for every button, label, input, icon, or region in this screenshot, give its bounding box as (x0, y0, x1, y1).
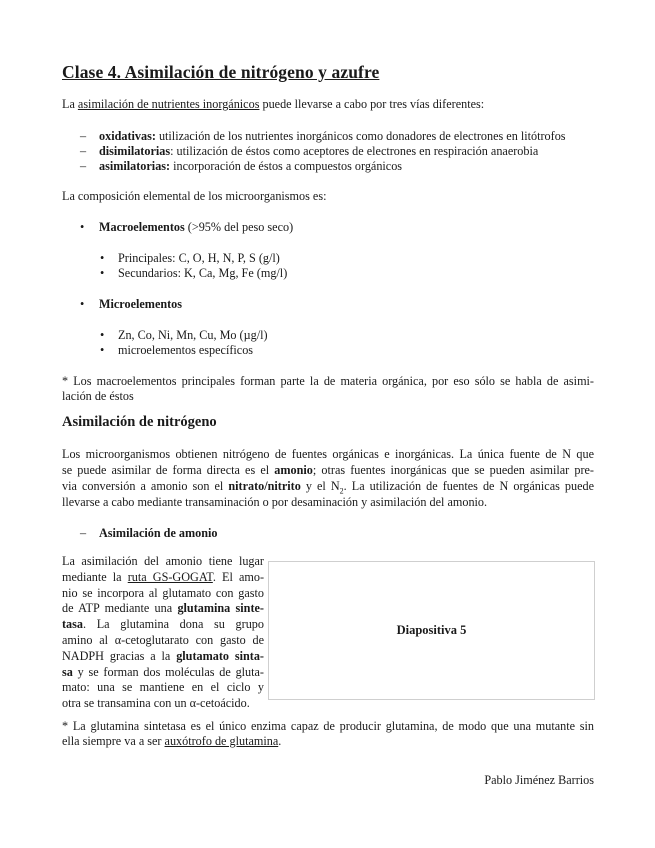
intro-link[interactable]: asimilación de nutrientes inorgánicos (77, 97, 260, 111)
paragraph-line: otra se transamina con un α-cetoácido. (62, 696, 250, 710)
intro-text-end: puede llevarse a cabo por tres vías diferentes: (259, 97, 485, 111)
subsection-heading: Asimilación de amonio (99, 526, 218, 540)
intro-text: La (62, 97, 78, 111)
text-span: . La utilización de fuentes de N orgánicas puede (343, 479, 595, 493)
text-span: se puede asimilar de forma directa es el (62, 463, 275, 477)
paragraph-line: llevarse a cabo mediante transaminación o por desaminación y asimilación del amonio. (62, 495, 488, 509)
text-span: . El amo- (212, 570, 264, 584)
macro-term: Macroelementos (99, 220, 185, 234)
bullet-marker: • (100, 251, 105, 265)
text-span: mediante la (62, 570, 128, 584)
paragraph-line: mato: una se mantiene en el ciclo y (62, 680, 264, 694)
note-line: * La glutamina sintetasa es el único enzima capaz de producir glutamina, de modo que una mutante sin (62, 719, 594, 733)
via-term: oxidativas: (99, 129, 156, 143)
paragraph-line (62, 600, 264, 616)
bullet-marker: • (100, 328, 105, 342)
list-item: microelementos específicos (118, 343, 254, 357)
bold-term: tasa (62, 617, 83, 631)
bullet-marker: • (100, 266, 105, 280)
list-item: Zn, Co, Ni, Mn, Cu, Mo (µg/l) (118, 328, 268, 342)
paragraph-line: nio se incorpora al glutamato con gasto (62, 586, 264, 600)
via-desc: utilización de los nutrientes inorgánicos como donadores de electrones en litótrofos (155, 129, 566, 143)
paragraph-line (62, 664, 264, 680)
paragraph-line: amino al α-cetoglutarato con gasto de (62, 633, 264, 647)
text-span: ; otras fuentes inorgánicas que se pueden asimilar pre- (312, 463, 594, 477)
bold-term: glutamato sinta- (176, 649, 264, 663)
via-desc: incorporación de éstos a compuestos orgánicos (170, 159, 403, 173)
page-title: Clase 4. Asimilación de nitrógeno y azufre (62, 62, 380, 82)
paragraph-line (62, 616, 264, 632)
author-name: Pablo Jiménez Barrios (484, 773, 594, 787)
via-term: disimilatorias (99, 144, 171, 158)
paragraph-line (62, 569, 264, 585)
list-item: Principales: C, O, H, N, P, S (g/l) (118, 251, 280, 265)
list-item: Secundarios: K, Ca, Mg, Fe (mg/l) (118, 266, 288, 280)
text-span: y el N (300, 479, 340, 493)
bullet-marker: • (80, 297, 85, 311)
bold-term: nitrato/nitrito (228, 479, 301, 493)
macro-desc: (>95% del peso seco) (184, 220, 294, 234)
dash-marker: – (80, 144, 87, 158)
note-line: * Los macroelementos principales forman parte la de materia orgánica, por eso sólo se habla de asimi- (62, 374, 594, 388)
dash-marker: – (80, 129, 87, 143)
note-line (62, 733, 281, 749)
auxotrofo-link[interactable]: auxótrofo de glutamina (164, 734, 279, 748)
paragraph-line: La asimilación del amonio tiene lugar (62, 554, 264, 568)
composition-text: La composición elemental de los microorganismos es: (62, 189, 327, 203)
text-span: NADPH gracias a la (62, 649, 177, 663)
bullet-marker: • (80, 220, 85, 234)
micro-heading: Microelementos (99, 297, 183, 311)
paragraph-line (62, 462, 594, 478)
slide-placeholder (268, 561, 595, 700)
bold-term: amonio (274, 463, 313, 477)
macro-heading (99, 219, 293, 235)
bullet-marker: • (100, 343, 105, 357)
text-span: . (278, 734, 282, 748)
dash-marker: – (80, 159, 87, 173)
bold-term: glutamina sinte- (177, 601, 264, 615)
text-span: y se forman dos moléculas de gluta- (72, 665, 264, 679)
subscript: 2 (339, 486, 344, 496)
note-line: lación de éstos (62, 389, 134, 403)
paragraph-line (62, 648, 264, 664)
section-heading: Asimilación de nitrógeno (62, 414, 217, 430)
slide-label: Diapositiva 5 (396, 623, 467, 637)
via-term: asimilatorias: (99, 159, 171, 173)
dash-marker: – (80, 526, 87, 540)
gs-gogat-link[interactable]: ruta GS-GOGAT (127, 570, 213, 584)
paragraph-line: Los microorganismos obtienen nitrógeno de fuentes orgánicas e inorgánicas. La única fuente de N que (62, 447, 594, 461)
text-span: . La glutamina dona su grupo (83, 617, 264, 631)
via-desc: : utilización de éstos como aceptores de electrones en respiración anaerobia (170, 144, 539, 158)
text-span: de ATP mediante una (62, 601, 178, 615)
intro-paragraph (62, 96, 484, 112)
text-span: ella siempre va a ser (62, 734, 165, 748)
bold-term: sa (62, 665, 73, 679)
text-span: via conversión a amonio son el (62, 479, 229, 493)
